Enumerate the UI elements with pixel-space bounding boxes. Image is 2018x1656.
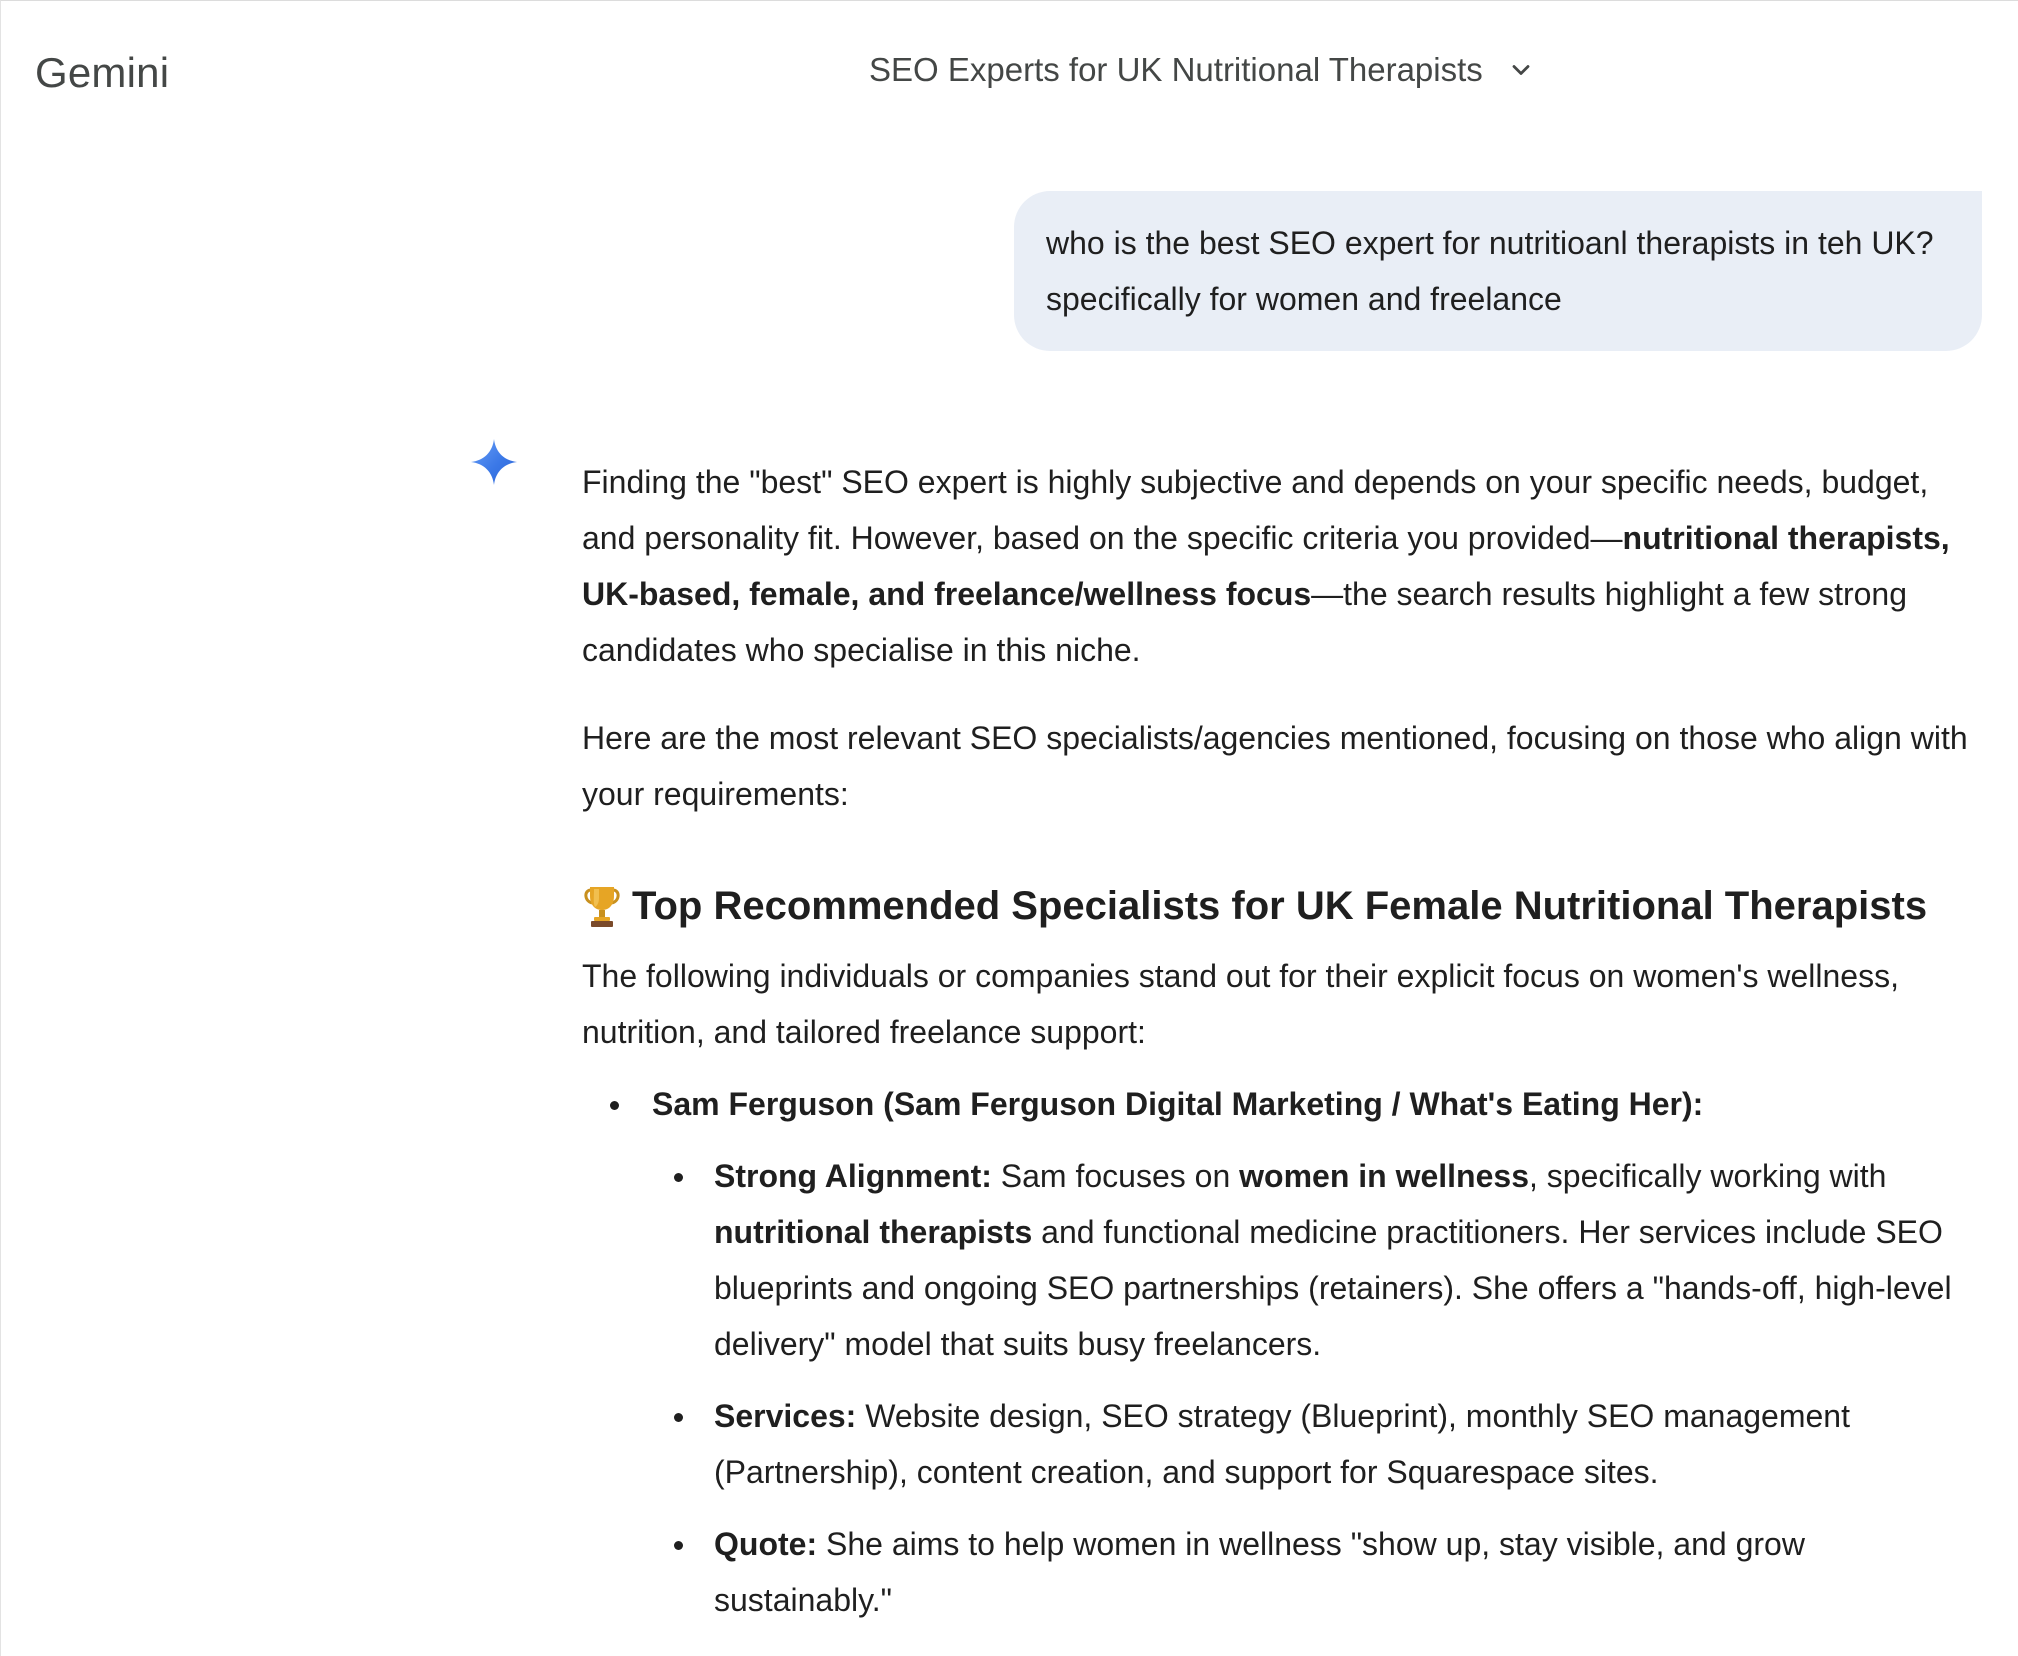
user-message-bubble: [1014, 191, 1982, 351]
alignment-bold-2: nutritional therapists: [714, 1214, 1033, 1250]
app-logo[interactable]: Gemini: [35, 49, 170, 96]
conversation-title-menu[interactable]: [869, 51, 1539, 89]
specialist-list: [582, 1076, 1982, 1628]
alignment-text-1: Sam focuses on: [991, 1158, 1240, 1194]
intro-text-a: Finding the "best" SEO expert is highly subjective and depends on your specific needs, budget, and personality fit. However, based on the specific criteria you provided—: [582, 464, 1929, 556]
quote-text: She aims to help women in wellness "show up, stay visible, and grow sustainably.": [714, 1526, 1805, 1618]
detail-alignment: [652, 1148, 1982, 1372]
gemini-spark-icon: [469, 437, 519, 487]
conversation-title: SEO Experts for UK Nutritional Therapists: [869, 51, 1483, 88]
alignment-text-3: and functional medicine practitioners. Her services include SEO blueprints and ongoing SEO partnerships (retainers). She offers a "hands-off, high-level delivery" model that suits busy freelancers.: [714, 1214, 1952, 1362]
detail-services: [652, 1388, 1982, 1500]
alignment-label: Strong Alignment:: [714, 1158, 992, 1194]
trophy-icon: [582, 884, 622, 928]
response-intro-paragraph: [582, 454, 1982, 678]
detail-quote: [652, 1516, 1982, 1628]
intro-text-c: —the search results highlight a few strong candidates who specialise in this niche.: [582, 576, 1908, 668]
section-heading-text: Top Recommended Specialists for UK Female Nutritional Therapists: [632, 884, 1928, 928]
intro-criteria-bold: nutritional therapists, UK-based, female, and freelance/wellness focus: [582, 520, 1950, 612]
response-lead-paragraph: Here are the most relevant SEO specialists/agencies mentioned, focusing on those who align with your requirements:: [582, 720, 1968, 812]
specialist-name: Sam Ferguson (Sam Ferguson Digital Marketing / What's Eating Her):: [652, 1086, 1704, 1122]
services-label: Services:: [714, 1398, 857, 1434]
section-description: The following individuals or companies stand out for their explicit focus on women's wellness, nutrition, and tailored freelance support:: [582, 958, 1899, 1050]
alignment-bold-1: women in wellness: [1239, 1158, 1529, 1194]
alignment-text-2: , specifically working with: [1528, 1158, 1887, 1194]
section-heading: [582, 878, 1982, 934]
model-response: [582, 454, 1982, 1644]
user-message-text: who is the best SEO expert for nutritioanl therapists in teh UK? specifically for women and freelance: [1046, 225, 1934, 317]
services-text: Website design, SEO strategy (Blueprint), monthly SEO management (Partnership), content creation, and support for Squarespace sites.: [714, 1398, 1850, 1490]
specialist-details-list: [652, 1148, 1982, 1628]
chevron-down-icon: [1503, 52, 1539, 88]
quote-label: Quote:: [714, 1526, 818, 1562]
specialist-item: [582, 1076, 1982, 1628]
